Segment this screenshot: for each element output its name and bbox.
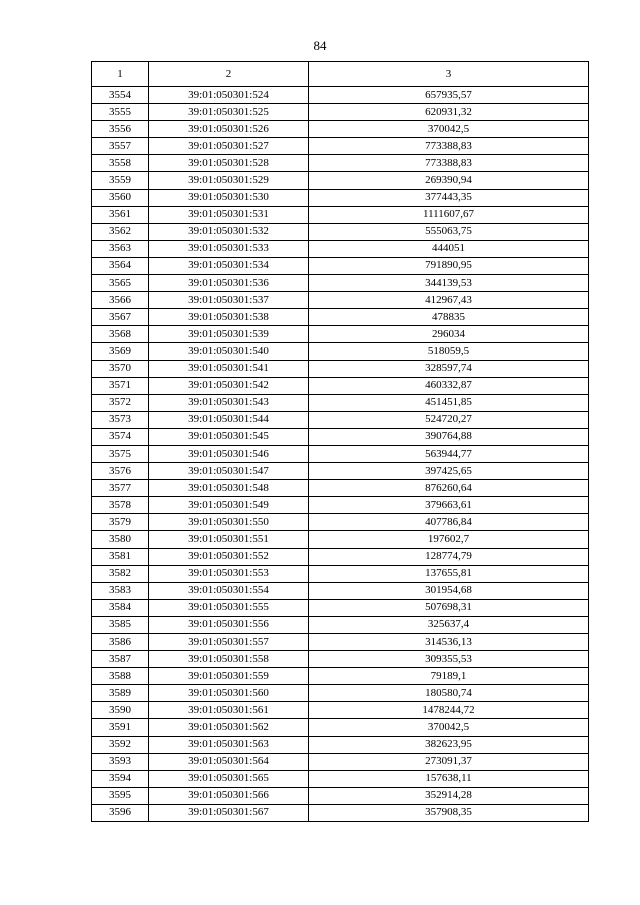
table-row: [92, 616, 589, 633]
value-cell: 273091,37: [309, 753, 589, 770]
value-cell: 657935,57: [309, 87, 589, 104]
table-row: [92, 480, 589, 497]
row-number-cell: 3567: [92, 309, 149, 326]
cadastral-number-cell: 39:01:050301:552: [149, 548, 309, 565]
value-cell: 773388,83: [309, 155, 589, 172]
cadastral-number-cell: 39:01:050301:559: [149, 668, 309, 685]
row-number-cell: 3558: [92, 155, 149, 172]
row-number-cell: 3582: [92, 565, 149, 582]
value-cell: 314536,13: [309, 634, 589, 651]
cadastral-number-cell: 39:01:050301:531: [149, 206, 309, 223]
cadastral-number-cell: 39:01:050301:534: [149, 257, 309, 274]
table-row: [92, 223, 589, 240]
cadastral-number-cell: 39:01:050301:542: [149, 377, 309, 394]
row-number-cell: 3562: [92, 223, 149, 240]
cadastral-number-cell: 39:01:050301:562: [149, 719, 309, 736]
row-number-cell: 3575: [92, 445, 149, 462]
table-row: [92, 292, 589, 309]
table-row: [92, 394, 589, 411]
row-number-cell: 3588: [92, 668, 149, 685]
value-cell: 357908,35: [309, 804, 589, 821]
table-row: [92, 87, 589, 104]
header-col-2: 2: [149, 62, 309, 87]
value-cell: 478835: [309, 309, 589, 326]
cadastral-number-cell: 39:01:050301:530: [149, 189, 309, 206]
table-row: [92, 360, 589, 377]
row-number-cell: 3571: [92, 377, 149, 394]
cadastral-number-cell: 39:01:050301:541: [149, 360, 309, 377]
table-row: [92, 685, 589, 702]
cadastral-number-cell: 39:01:050301:527: [149, 138, 309, 155]
table-row: [92, 497, 589, 514]
value-cell: 370042,5: [309, 121, 589, 138]
row-number-cell: 3576: [92, 463, 149, 480]
cadastral-number-cell: 39:01:050301:554: [149, 582, 309, 599]
value-cell: 620931,32: [309, 104, 589, 121]
table-row: [92, 138, 589, 155]
table-row: [92, 155, 589, 172]
cadastral-number-cell: 39:01:050301:532: [149, 223, 309, 240]
table-row: [92, 377, 589, 394]
cadastral-number-cell: 39:01:050301:546: [149, 445, 309, 462]
row-number-cell: 3594: [92, 770, 149, 787]
table-row: [92, 736, 589, 753]
table-row: [92, 172, 589, 189]
table-row: [92, 565, 589, 582]
page-number: 84: [313, 38, 327, 53]
value-cell: 301954,68: [309, 582, 589, 599]
row-number-cell: 3555: [92, 104, 149, 121]
table-row: [92, 531, 589, 548]
table-row: [92, 463, 589, 480]
cadastral-number-cell: 39:01:050301:567: [149, 804, 309, 821]
row-number-cell: 3557: [92, 138, 149, 155]
value-cell: 524720,27: [309, 411, 589, 428]
table-row: [92, 702, 589, 719]
value-cell: 197602,7: [309, 531, 589, 548]
value-cell: 791890,95: [309, 257, 589, 274]
value-cell: 518059,5: [309, 343, 589, 360]
table-row: [92, 599, 589, 616]
header-col-1: 1: [92, 62, 149, 87]
cadastral-number-cell: 39:01:050301:549: [149, 497, 309, 514]
table-row: [92, 719, 589, 736]
cadastral-number-cell: 39:01:050301:547: [149, 463, 309, 480]
header-col-3: 3: [309, 62, 589, 87]
row-number-cell: 3554: [92, 87, 149, 104]
table-row: [92, 121, 589, 138]
table-row: [92, 206, 589, 223]
row-number-cell: 3581: [92, 548, 149, 565]
value-cell: 370042,5: [309, 719, 589, 736]
row-number-cell: 3570: [92, 360, 149, 377]
cadastral-number-cell: 39:01:050301:563: [149, 736, 309, 753]
table-row: [92, 411, 589, 428]
row-number-cell: 3586: [92, 634, 149, 651]
value-cell: 157638,11: [309, 770, 589, 787]
row-number-cell: 3595: [92, 787, 149, 804]
value-cell: 1478244,72: [309, 702, 589, 719]
value-cell: 397425,65: [309, 463, 589, 480]
value-cell: 555063,75: [309, 223, 589, 240]
row-number-cell: 3596: [92, 804, 149, 821]
value-cell: 876260,64: [309, 480, 589, 497]
table-row: [92, 651, 589, 668]
cadastral-number-cell: 39:01:050301:529: [149, 172, 309, 189]
row-number-cell: 3585: [92, 616, 149, 633]
cadastral-number-cell: 39:01:050301:565: [149, 770, 309, 787]
table-row: [92, 257, 589, 274]
value-cell: 507698,31: [309, 599, 589, 616]
table-row: [92, 309, 589, 326]
row-number-cell: 3590: [92, 702, 149, 719]
table-row: [92, 275, 589, 292]
value-cell: 377443,35: [309, 189, 589, 206]
cadastral-number-cell: 39:01:050301:526: [149, 121, 309, 138]
value-cell: 390764,88: [309, 428, 589, 445]
value-cell: 412967,43: [309, 292, 589, 309]
cadastral-number-cell: 39:01:050301:538: [149, 309, 309, 326]
cadastral-number-cell: 39:01:050301:536: [149, 275, 309, 292]
cadastral-number-cell: 39:01:050301:557: [149, 634, 309, 651]
cadastral-number-cell: 39:01:050301:539: [149, 326, 309, 343]
row-number-cell: 3561: [92, 206, 149, 223]
value-cell: 325637,4: [309, 616, 589, 633]
row-number-cell: 3577: [92, 480, 149, 497]
table-row: [92, 326, 589, 343]
table-row: [92, 770, 589, 787]
value-cell: 379663,61: [309, 497, 589, 514]
cadastral-number-cell: 39:01:050301:566: [149, 787, 309, 804]
table-row: [92, 343, 589, 360]
row-number-cell: 3559: [92, 172, 149, 189]
row-number-cell: 3560: [92, 189, 149, 206]
row-number-cell: 3579: [92, 514, 149, 531]
value-cell: 79189,1: [309, 668, 589, 685]
cadastral-number-cell: 39:01:050301:524: [149, 87, 309, 104]
cadastral-number-cell: 39:01:050301:561: [149, 702, 309, 719]
table-header: [92, 62, 589, 87]
cadastral-number-cell: 39:01:050301:533: [149, 240, 309, 257]
table-row: [92, 240, 589, 257]
row-number-cell: 3565: [92, 275, 149, 292]
row-number-cell: 3574: [92, 428, 149, 445]
cadastral-number-cell: 39:01:050301:553: [149, 565, 309, 582]
value-cell: 128774,79: [309, 548, 589, 565]
value-cell: 352914,28: [309, 787, 589, 804]
table-row: [92, 668, 589, 685]
value-cell: 1111607,67: [309, 206, 589, 223]
value-cell: 309355,53: [309, 651, 589, 668]
row-number-cell: 3580: [92, 531, 149, 548]
cadastral-number-cell: 39:01:050301:548: [149, 480, 309, 497]
cadastral-number-cell: 39:01:050301:560: [149, 685, 309, 702]
row-number-cell: 3564: [92, 257, 149, 274]
data-table: [91, 61, 589, 822]
table-row: [92, 428, 589, 445]
table-row: [92, 582, 589, 599]
row-number-cell: 3583: [92, 582, 149, 599]
value-cell: 296034: [309, 326, 589, 343]
row-number-cell: 3587: [92, 651, 149, 668]
row-number-cell: 3578: [92, 497, 149, 514]
value-cell: 180580,74: [309, 685, 589, 702]
table-row: [92, 445, 589, 462]
row-number-cell: 3591: [92, 719, 149, 736]
cadastral-number-cell: 39:01:050301:558: [149, 651, 309, 668]
row-number-cell: 3592: [92, 736, 149, 753]
cadastral-number-cell: 39:01:050301:540: [149, 343, 309, 360]
cadastral-number-cell: 39:01:050301:545: [149, 428, 309, 445]
row-number-cell: 3584: [92, 599, 149, 616]
table-row: [92, 548, 589, 565]
table-row: [92, 753, 589, 770]
cadastral-number-cell: 39:01:050301:544: [149, 411, 309, 428]
header-row: [92, 62, 589, 87]
row-number-cell: 3593: [92, 753, 149, 770]
cadastral-number-cell: 39:01:050301:543: [149, 394, 309, 411]
table-row: [92, 787, 589, 804]
value-cell: 269390,94: [309, 172, 589, 189]
value-cell: 382623,95: [309, 736, 589, 753]
value-cell: 460332,87: [309, 377, 589, 394]
cadastral-number-cell: 39:01:050301:528: [149, 155, 309, 172]
table-row: [92, 804, 589, 821]
cadastral-number-cell: 39:01:050301:555: [149, 599, 309, 616]
value-cell: 137655,81: [309, 565, 589, 582]
cadastral-number-cell: 39:01:050301:551: [149, 531, 309, 548]
table-row: [92, 189, 589, 206]
value-cell: 773388,83: [309, 138, 589, 155]
cadastral-number-cell: 39:01:050301:550: [149, 514, 309, 531]
table-row: [92, 104, 589, 121]
row-number-cell: 3568: [92, 326, 149, 343]
table-body: [92, 87, 589, 822]
cadastral-number-cell: 39:01:050301:525: [149, 104, 309, 121]
row-number-cell: 3563: [92, 240, 149, 257]
table-row: [92, 634, 589, 651]
value-cell: 451451,85: [309, 394, 589, 411]
row-number-cell: 3569: [92, 343, 149, 360]
row-number-cell: 3566: [92, 292, 149, 309]
row-number-cell: 3589: [92, 685, 149, 702]
cadastral-number-cell: 39:01:050301:564: [149, 753, 309, 770]
cadastral-number-cell: 39:01:050301:537: [149, 292, 309, 309]
value-cell: 407786,84: [309, 514, 589, 531]
value-cell: 328597,74: [309, 360, 589, 377]
row-number-cell: 3556: [92, 121, 149, 138]
value-cell: 563944,77: [309, 445, 589, 462]
value-cell: 444051: [309, 240, 589, 257]
row-number-cell: 3572: [92, 394, 149, 411]
value-cell: 344139,53: [309, 275, 589, 292]
row-number-cell: 3573: [92, 411, 149, 428]
table-row: [92, 514, 589, 531]
cadastral-number-cell: 39:01:050301:556: [149, 616, 309, 633]
